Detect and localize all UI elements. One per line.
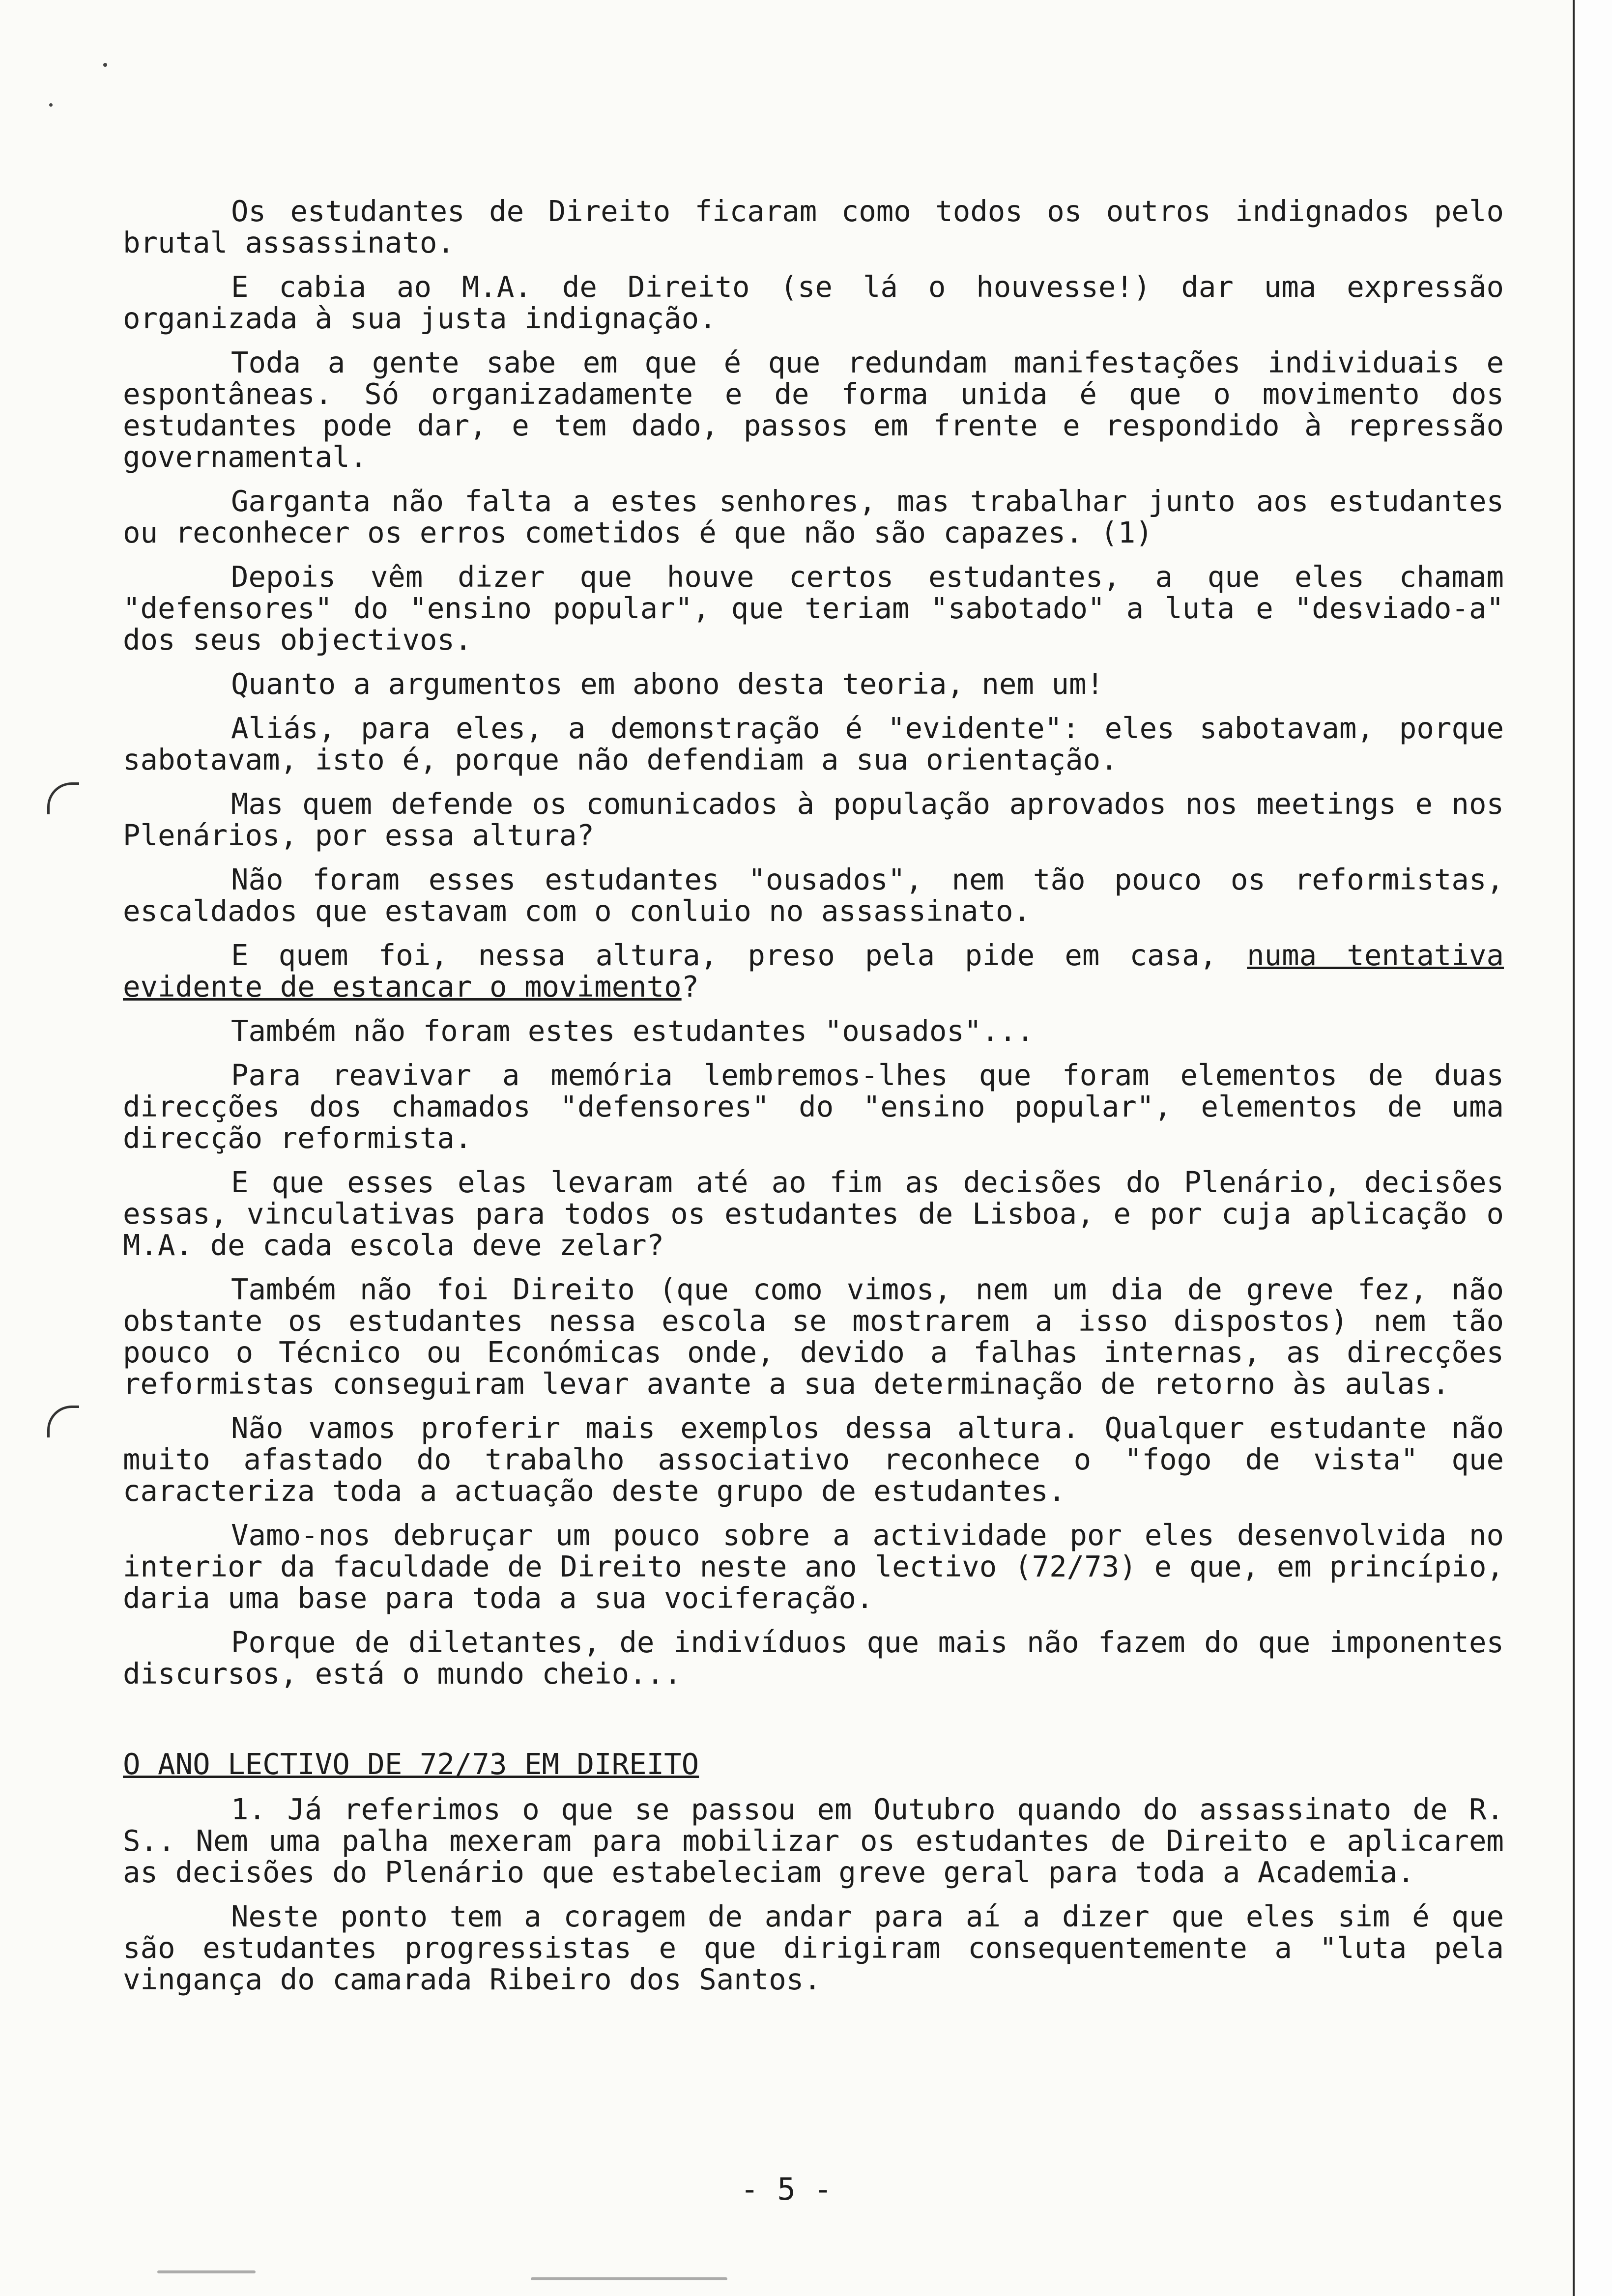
paragraph: Não vamos proferir mais exemplos dessa altura. Qualquer estudante não muito afastado do trabalho associativo reconhece o "fogo de vista" que caracteriza toda a actuação deste grupo de estudantes. <box>123 1411 1504 1508</box>
paragraph: Garganta não falta a estes senhores, mas trabalhar junto aos estudantes ou reconhecer os erros cometidos é que não são capazes. (1) <box>123 484 1504 549</box>
paragraph: Depois vêm dizer que houve certos estudantes, a que eles chamam "defensores" do "ensino popular", que teriam "sabotado" a luta e "desviado-a" dos seus objectivos. <box>123 560 1504 657</box>
scan-edge <box>1575 0 1612 2296</box>
paragraph: Também não foi Direito (que como vimos, nem um dia de greve fez, não obstante os estudantes nessa escola se mostrarem a isso dispostos) nem tão pouco o Técnico ou Económicas onde, devido a falhas internas, as direcções reformistas conseguiram levar avante a sua determinação de retorno às aulas. <box>123 1272 1504 1401</box>
paragraph-text: E quem foi, nessa altura, preso pela pide em casa, <box>231 938 1247 972</box>
paragraph: Aliás, para eles, a demonstração é "evidente": eles sabotavam, porque sabotavam, isto é, porque não defendiam a sua orientação. <box>123 711 1504 776</box>
paragraph: Os estudantes de Direito ficaram como todos os outros indignados pelo brutal assassinato. <box>123 194 1504 259</box>
paragraph: Toda a gente sabe em que é que redundam manifestações individuais e espontâneas. Só organizadamente e de forma unida é que o movimento dos estudantes pode dar, e tem dado, passos em frente e respondido à repressão governamental. <box>123 345 1504 474</box>
scan-smudge <box>531 2277 727 2280</box>
paragraph: Não foram esses estudantes "ousados", nem tão pouco os reformistas, escaldados que estavam com o conluio no assassinato. <box>123 862 1504 928</box>
paragraph: Quanto a argumentos em abono desta teoria, nem um! <box>231 667 1104 701</box>
paragraph: Vamo-nos debruçar um pouco sobre a actividade por eles desenvolvida no interior da faculdade de Direito neste ano lectivo (72/73) e que, em princípio, daria uma base para toda a sua vociferação. <box>123 1518 1504 1615</box>
body-text <box>123 196 1504 2008</box>
paragraph: Neste ponto tem a coragem de andar para aí a dizer que eles sim é que são estudantes progressistas e que dirigiram consequentemente a "luta pela vingança do camarada Ribeiro dos Santos. <box>123 1899 1504 1996</box>
paragraph: Mas quem defende os comunicados à população aprovados nos meetings e nos Plenários, por essa altura? <box>123 787 1504 852</box>
underlined-phrase: numa tentativa evidente de estancar o movimento <box>123 938 1504 1004</box>
paragraph: E que esses elas levaram até ao fim as decisões do Plenário, decisões essas, vinculativas para todos os estudantes de Lisboa, e por cuja aplicação o M.A. de cada escola deve zelar? <box>123 1165 1504 1262</box>
scan-smudge <box>157 2270 256 2273</box>
ink-speck <box>49 103 53 107</box>
paragraph-text: ? <box>681 970 699 1004</box>
paragraph: Porque de diletantes, de indivíduos que mais não fazem do que imponentes discursos, está o mundo cheio... <box>123 1625 1504 1691</box>
paragraph: 1. Já referimos o que se passou em Outubro quando do assassinato de R. S.. Nem uma palha mexeram para mobilizar os estudantes de Direito e aplicarem as decisões do Plenário que estabeleciam greve geral para toda a Academia. <box>123 1792 1504 1889</box>
page-number: - 5 - <box>740 2171 833 2207</box>
margin-bracket-mark <box>47 1406 79 1437</box>
paragraph: Para reavivar a memória lembremos-lhes que foram elementos de duas direcções dos chamados "defensores" do "ensino popular", elementos de uma direcção reformista. <box>123 1058 1504 1155</box>
section-heading: O ANO LECTIVO DE 72/73 EM DIREITO <box>123 1747 699 1781</box>
paragraph: Também não foram estes estudantes "ousados"... <box>231 1014 1034 1048</box>
ink-speck <box>103 63 107 67</box>
paragraph-with-underline <box>123 940 1504 1003</box>
margin-bracket-mark <box>47 782 79 814</box>
paragraph: E cabia ao M.A. de Direito (se lá o houvesse!) dar uma expressão organizada à sua justa indignação. <box>123 270 1504 335</box>
